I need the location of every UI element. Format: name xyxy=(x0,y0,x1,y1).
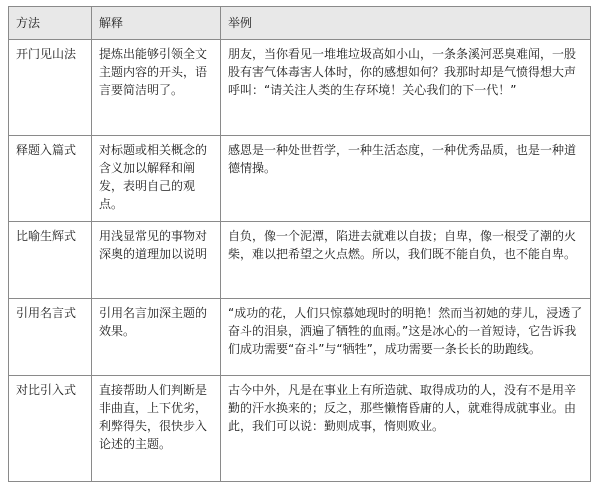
header-explanation: 解释 xyxy=(92,7,221,40)
method-cell: 引用名言式 xyxy=(9,299,92,376)
example-cell: 朋友，当你看见一堆堆垃圾高如小山，一条条溪河恶臭难闻，一股股有害气体毒害人体时，你的感想如何？我那时却是气愤得想大声呼叫：“请关注人类的生存环境！关心我们的下一代！” xyxy=(221,40,591,136)
method-cell: 比喻生辉式 xyxy=(9,222,92,299)
method-cell: 释题入篇式 xyxy=(9,136,92,222)
explanation-cell: 用浅显常见的事物对深奥的道理加以说明 xyxy=(92,222,221,299)
method-cell: 开门见山法 xyxy=(9,40,92,136)
explanation-cell: 引用名言加深主题的效果。 xyxy=(92,299,221,376)
example-cell: 自负，像一个泥潭，陷进去就难以自拔；自卑，像一根受了潮的火柴，难以把希望之火点燃。所以，我们既不能自负，也不能自卑。 xyxy=(221,222,591,299)
explanation-cell: 对标题或相关概念的含义加以解释和阐发，表明自己的观点。 xyxy=(92,136,221,222)
table-row xyxy=(9,40,591,136)
method-cell: 对比引入式 xyxy=(9,376,92,482)
table-header-row xyxy=(9,7,591,40)
table-row xyxy=(9,222,591,299)
explanation-cell: 直接帮助人们判断是非曲直，上下优劣，利弊得失，很快步入论述的主题。 xyxy=(92,376,221,482)
example-cell: 感恩是一种处世哲学，一种生活态度，一种优秀品质，也是一种道德情操。 xyxy=(221,136,591,222)
header-example: 举例 xyxy=(221,7,591,40)
table-row xyxy=(9,299,591,376)
explanation-cell: 提炼出能够引领全文主题内容的开头，语言要简洁明了。 xyxy=(92,40,221,136)
example-cell: “成功的花，人们只惊慕她现时的明艳！然而当初她的芽儿，浸透了奋斗的泪泉，洒遍了牺牲的血雨。”这是冰心的一首短诗，它告诉我们成功需要“奋斗”与“牺牲”，成功需要一条长长的助跑线。 xyxy=(221,299,591,376)
opening-methods-table xyxy=(8,6,591,482)
table-row xyxy=(9,376,591,482)
header-method: 方法 xyxy=(9,7,92,40)
table-row xyxy=(9,136,591,222)
example-cell: 古今中外，凡是在事业上有所造就、取得成功的人，没有不是用辛勤的汗水换来的；反之，那些懒惰昏庸的人，就难得成就事业。由此，我们可以说：勤则成事，惰则败业。 xyxy=(221,376,591,482)
